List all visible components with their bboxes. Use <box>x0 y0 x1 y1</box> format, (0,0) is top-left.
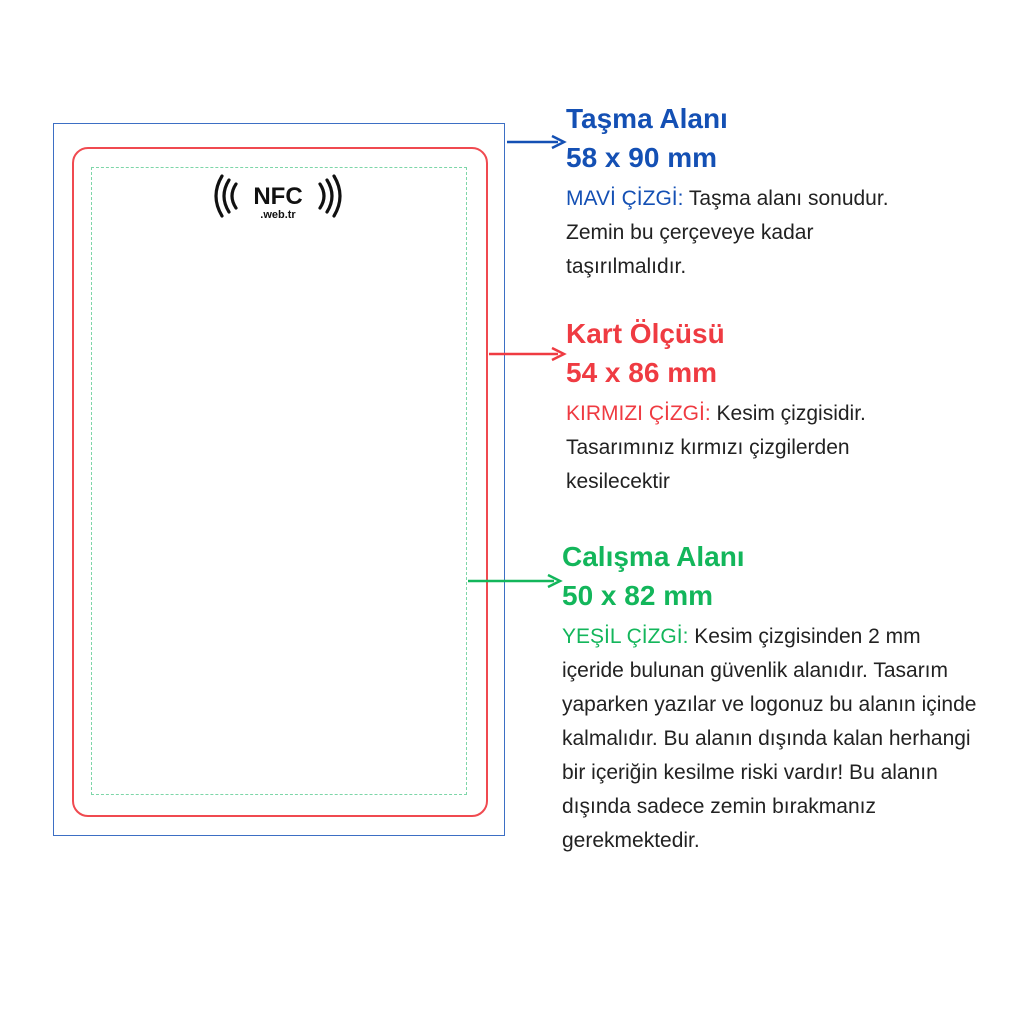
bleed-area-label: MAVİ ÇİZGİ: <box>566 187 684 210</box>
safe-area-frame <box>91 167 467 795</box>
safe-area-text: Kesim çizgisinden 2 mm içeride bulunan güvenlik alanıdır. Tasarım yaparken yazılar ve logonuz bu alanın içinde kalmalıdır. Bu alanın dışında kalan herhangi bir içeriğin kesilme riski vardır! Bu alanın dışında sadece zemin bırakmanız gerekmektedir. <box>562 625 977 852</box>
safe-area-title: Calışma Alanı <box>562 541 745 572</box>
nfc-logo-subtext: .web.tr <box>260 209 296 221</box>
nfc-wave-right-inner <box>320 184 324 208</box>
bleed-arrow <box>507 136 564 148</box>
safe-area-section <box>562 538 982 858</box>
nfc-wave-right-outer <box>334 176 340 216</box>
nfc-wave-left-outer <box>216 176 222 216</box>
card-size-text: Kesim çizgisidir. Tasarımınız kırmızı çizgilerden kesilecektir <box>566 402 866 493</box>
nfc-wave-left-inner <box>232 184 236 208</box>
nfc-wave-right-middle <box>327 180 332 212</box>
card-size-label: KIRMIZI ÇİZGİ: <box>566 402 711 425</box>
card-size-value: 54 x 86 mm <box>566 357 717 388</box>
bleed-area-size: 58 x 90 mm <box>566 142 717 173</box>
nfc-logo <box>214 174 342 224</box>
safe-area-label: YEŞİL ÇİZGİ: <box>562 625 689 648</box>
bleed-area-text: Taşma alanı sonudur. Zemin bu çerçeveye kadar taşırılmalıdır. <box>566 187 889 278</box>
card-size-title: Kart Ölçüsü <box>566 318 725 349</box>
nfc-wave-left-middle <box>224 180 229 212</box>
safe-area-size: 50 x 82 mm <box>562 580 713 611</box>
card-size-section <box>566 315 936 499</box>
safe-area-description <box>562 620 982 858</box>
bleed-area-title: Taşma Alanı <box>566 103 728 134</box>
card-size-description <box>566 397 936 499</box>
nfc-logo-text: NFC <box>253 183 303 210</box>
bleed-area-description <box>566 182 906 284</box>
bleed-area-section <box>566 100 906 284</box>
